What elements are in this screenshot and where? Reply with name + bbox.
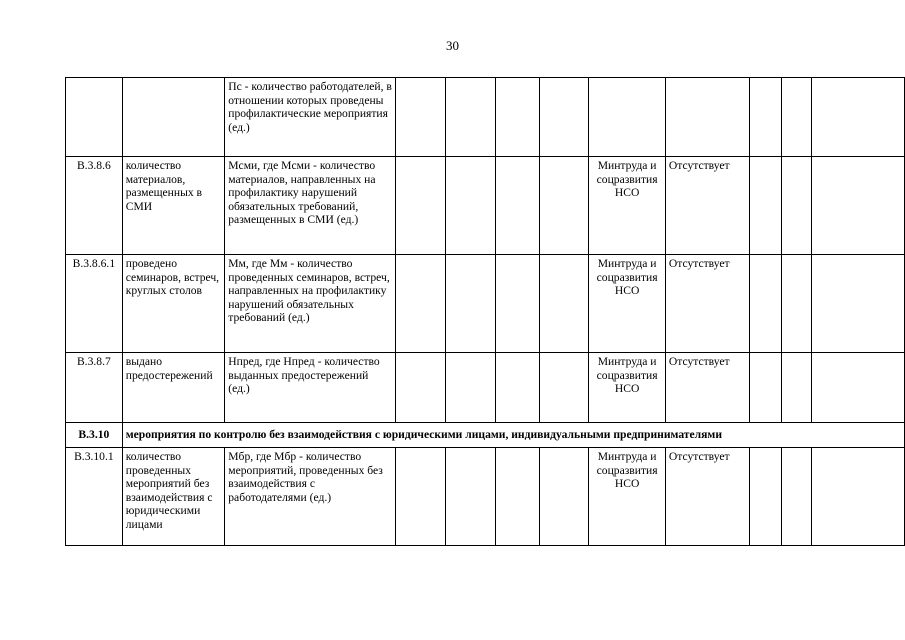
row-code: B.3.8.6 (66, 157, 123, 255)
row-org (589, 78, 666, 157)
empty-cell (496, 157, 540, 255)
empty-cell (446, 353, 496, 423)
section-code: B.3.10 (66, 423, 123, 448)
empty-cell (496, 255, 540, 353)
indicators-table (65, 77, 905, 546)
row-formula: Нпред, где Нпред - количество выданных предостережений (ед.) (225, 353, 396, 423)
table-row (66, 448, 905, 546)
empty-cell (750, 157, 782, 255)
row-status (665, 78, 749, 157)
row-name: проведено семинаров, встреч, круглых столов (122, 255, 225, 353)
row-org: Минтруда и соцразвития НСО (589, 255, 666, 353)
empty-cell (539, 157, 589, 255)
empty-cell (395, 353, 445, 423)
empty-cell (539, 255, 589, 353)
row-formula: Мбр, где Мбр - количество мероприятий, проведенных без взаимодействия с работодателями (ед.) (225, 448, 396, 546)
empty-cell (395, 448, 445, 546)
row-org: Минтруда и соцразвития НСО (589, 448, 666, 546)
table-row (66, 255, 905, 353)
row-status: Отсутствует (665, 255, 749, 353)
empty-cell (781, 157, 811, 255)
page-number: 30 (446, 38, 459, 53)
table-row (66, 353, 905, 423)
empty-cell (446, 448, 496, 546)
empty-cell (811, 353, 904, 423)
empty-cell (395, 157, 445, 255)
empty-cell (446, 157, 496, 255)
empty-cell (496, 78, 540, 157)
empty-cell (496, 448, 540, 546)
table-row (66, 157, 905, 255)
row-status: Отсутствует (665, 157, 749, 255)
empty-cell (446, 255, 496, 353)
row-code: B.3.8.7 (66, 353, 123, 423)
empty-cell (539, 448, 589, 546)
empty-cell (781, 78, 811, 157)
row-status: Отсутствует (665, 448, 749, 546)
empty-cell (750, 353, 782, 423)
empty-cell (446, 78, 496, 157)
empty-cell (811, 78, 904, 157)
row-org: Минтруда и соцразвития НСО (589, 353, 666, 423)
row-code (66, 78, 123, 157)
empty-cell (395, 78, 445, 157)
empty-cell (781, 448, 811, 546)
row-code: B.3.10.1 (66, 448, 123, 546)
table-row (66, 78, 905, 157)
row-formula: Мсми, где Мсми - количество материалов, направленных на профилактику нарушений обязательных требований, размещенных в СМИ (ед.) (225, 157, 396, 255)
row-name: выдано предостережений (122, 353, 225, 423)
empty-cell (750, 78, 782, 157)
empty-cell (750, 448, 782, 546)
empty-cell (395, 255, 445, 353)
empty-cell (781, 353, 811, 423)
empty-cell (750, 255, 782, 353)
row-name: количество проведенных мероприятий без взаимодействия с юридическими лицами (122, 448, 225, 546)
row-formula: Пс - количество работодателей, в отношении которых проведены профилактические мероприятия (ед.) (225, 78, 396, 157)
empty-cell (811, 255, 904, 353)
empty-cell (811, 448, 904, 546)
empty-cell (811, 157, 904, 255)
section-row (66, 423, 905, 448)
empty-cell (539, 353, 589, 423)
row-status: Отсутствует (665, 353, 749, 423)
row-name (122, 78, 225, 157)
row-formula: Мм, где Мм - количество проведенных семинаров, встреч, направленных на профилактику нарушений обязательных требований (ед.) (225, 255, 396, 353)
empty-cell (496, 353, 540, 423)
row-name: количество материалов, размещенных в СМИ (122, 157, 225, 255)
row-org: Минтруда и соцразвития НСО (589, 157, 666, 255)
row-code: B.3.8.6.1 (66, 255, 123, 353)
section-title: мероприятия по контролю без взаимодействия с юридическими лицами, индивидуальными предпринимателями (122, 423, 904, 448)
empty-cell (539, 78, 589, 157)
empty-cell (781, 255, 811, 353)
